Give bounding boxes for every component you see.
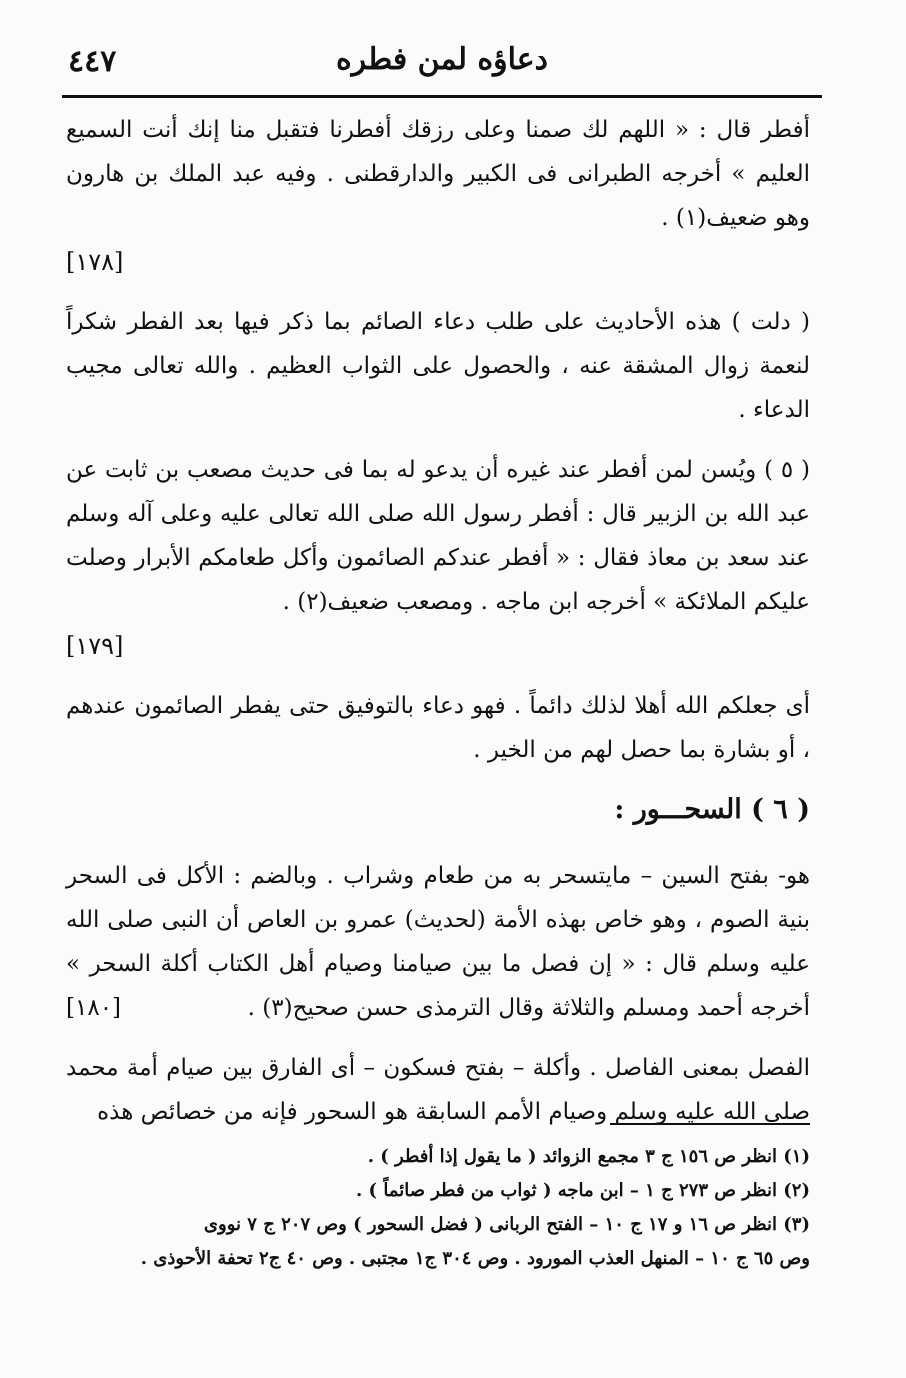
hadith-number-180: [١٨٠] bbox=[66, 995, 122, 1021]
paragraph-6: الفصل بمعنى الفاصل . وأكلة – بفتح فسكون – أى الفارق بين صيام أمة محمد صلى الله عليه وسلم وصيام الأمم السابقة هو السحور فإنه من خصائص هذه bbox=[66, 1055, 810, 1125]
running-title: دعاؤه لمن فطره bbox=[335, 42, 549, 77]
paragraph-1 bbox=[66, 108, 810, 284]
main-text bbox=[66, 108, 810, 1150]
paragraph-1-text: أفطر قال : « اللهم لك صمنا وعلى رزقك أفطرنا فتقبل منا إنك أنت السميع العليم » أخرجه الطبرانى فى الكبير والدارقطنى . وفيه عبد الملك بن هارون وهو ضعيف(١) . bbox=[66, 117, 810, 231]
paragraph-3-text: ( ٥ ) ويُسن لمن أفطر عند غيره أن يدعو له بما فى حديث مصعب بن ثابت عن عبد الله بن الزبير قال : أفطر رسول الله صلى الله تعالى عليه وعلى آله وسلم عند سعد بن معاذ فقال : « أفطر عندكم الصائمون وأكل طعامكم الأبرار وصلت عليكم الملائكة » أخرجه ابن ماجه . ومصعب ضعيف(٢) . bbox=[66, 457, 810, 615]
footnote-1: (١) انظر ص ١٥٦ ج ٣ مجمع الزوائد ( ما يقول إذا أفطر ) . bbox=[367, 1146, 810, 1167]
footnotes bbox=[66, 1140, 810, 1276]
footnote-3: (٣) انظر ص ١٦ و ١٧ ج ١٠ – الفتح الربانى ( فضل السحور ) وص ٢٠٧ ج ٧ نووى bbox=[203, 1214, 810, 1235]
paragraph-5-text: هو- بفتح السين – مايتسحر به من طعام وشراب . وبالضم : الأكل فى السحر بنية الصوم ، وهو خاص بهذه الأمة (لحديث) عمرو بن العاص أن النبى صلى الله عليه وسلم قال : « إن فصل ما بين صيامنا وصيام أهل الكتاب أكلة السحر » أخرجه أحمد ومسلم والثلاثة وقال الترمذى حسن صحيح(٣) . bbox=[66, 863, 810, 1021]
paragraph-3 bbox=[66, 448, 810, 668]
paragraph-5 bbox=[66, 854, 810, 1030]
footnote-3-continued: وص ٦٥ ج ١٠ – المنهل العذب المورود . وص ٣٠٤ ج١ مجتبى . وص ٤٠ ج٢ تحفة الأحوذى . bbox=[140, 1248, 810, 1269]
page-header bbox=[62, 34, 822, 90]
hadith-number-178: [١٧٨] bbox=[66, 248, 124, 276]
paragraph-2: ( دلت ) هذه الأحاديث على طلب دعاء الصائم بما ذكر فيها بعد الفطر شكراً لنعمة زوال المشقة عنه ، والحصول على الثواب العظيم . والله تعالى مجيب الدعاء . bbox=[66, 309, 810, 423]
footnote-2: (٢) انظر ص ٢٧٣ ج ١ – ابن ماجه ( ثواب من فطر صائماً ) . bbox=[356, 1180, 810, 1201]
section-heading: ( ٦ ) السحـــور : bbox=[614, 794, 810, 825]
header-rule bbox=[62, 95, 822, 98]
paragraph-4: أى جعلكم الله أهلا لذلك دائماً . فهو دعاء بالتوفيق حتى يفطر الصائمون عندهم ، أو بشارة بما حصل لهم من الخير . bbox=[66, 693, 810, 763]
hadith-number-179: [١٧٩] bbox=[66, 632, 124, 660]
page-number: ٤٤٧ bbox=[68, 44, 117, 79]
footnote-rule bbox=[610, 1123, 810, 1125]
